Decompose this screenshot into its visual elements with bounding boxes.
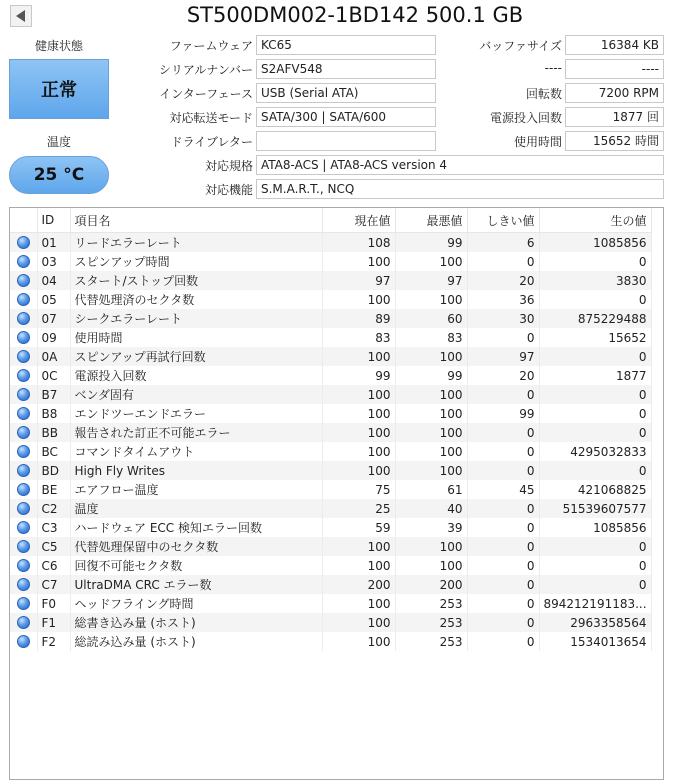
table-cell: 1085856 xyxy=(539,233,651,253)
table-cell: 100 xyxy=(322,461,395,480)
table-cell: 100 xyxy=(322,442,395,461)
info-field: 15652 時間 xyxy=(565,131,664,151)
column-header[interactable]: ID xyxy=(37,208,70,233)
table-cell: ハードウェア ECC 検知エラー回数 xyxy=(70,518,322,537)
table-cell: 100 xyxy=(395,252,467,271)
table-cell: 0 xyxy=(467,385,539,404)
table-cell: 09 xyxy=(37,328,70,347)
table-cell: 97 xyxy=(395,271,467,290)
info-field: KC65 xyxy=(256,35,436,55)
drive-title: ST500DM002-1BD142 500.1 GB xyxy=(186,3,524,27)
table-cell: 2963358564 xyxy=(539,613,651,632)
table-cell: 03 xyxy=(37,252,70,271)
table-cell: High Fly Writes xyxy=(70,461,322,480)
table-cell: 100 xyxy=(395,347,467,366)
table-cell: 0 xyxy=(467,499,539,518)
table-row[interactable] xyxy=(10,518,651,537)
table-cell: 100 xyxy=(322,290,395,309)
table-cell: 99 xyxy=(467,404,539,423)
health-status-button[interactable]: 正常 xyxy=(9,59,109,119)
table-cell: 0 xyxy=(467,252,539,271)
table-cell: ヘッドフライング時間 xyxy=(70,594,322,613)
status-dot-icon xyxy=(17,559,30,572)
table-row[interactable] xyxy=(10,404,651,423)
table-cell: 1877 xyxy=(539,366,651,385)
info-field: 16384 KB xyxy=(565,35,664,55)
table-row[interactable] xyxy=(10,385,651,404)
table-cell: 100 xyxy=(322,632,395,651)
table-cell: 100 xyxy=(322,252,395,271)
table-row[interactable] xyxy=(10,594,651,613)
table-cell: 総読み込み量 (ホスト) xyxy=(70,632,322,651)
table-cell: 875229488 xyxy=(539,309,651,328)
status-cell xyxy=(10,442,37,461)
info-field: 7200 RPM xyxy=(565,83,664,103)
status-cell xyxy=(10,252,37,271)
table-cell: 0 xyxy=(539,252,651,271)
table-cell: 0 xyxy=(539,556,651,575)
table-cell: BC xyxy=(37,442,70,461)
table-cell: 40 xyxy=(395,499,467,518)
status-dot-icon xyxy=(17,350,30,363)
table-row[interactable] xyxy=(10,290,651,309)
table-cell: 75 xyxy=(322,480,395,499)
status-cell xyxy=(10,309,37,328)
table-cell: 200 xyxy=(322,575,395,594)
status-cell xyxy=(10,594,37,613)
status-cell xyxy=(10,366,37,385)
smart-table-container[interactable] xyxy=(9,207,664,780)
status-dot-icon xyxy=(17,502,30,515)
table-cell: B8 xyxy=(37,404,70,423)
table-cell: 3830 xyxy=(539,271,651,290)
table-cell: 電源投入回数 xyxy=(70,366,322,385)
table-cell: 代替処理済のセクタ数 xyxy=(70,290,322,309)
table-cell: 108 xyxy=(322,233,395,253)
left-arrow-icon xyxy=(16,10,25,22)
info-label: インターフェース xyxy=(159,87,253,101)
status-dot-icon xyxy=(17,236,30,249)
table-cell: 99 xyxy=(322,366,395,385)
table-cell: 使用時間 xyxy=(70,328,322,347)
table-cell: 0 xyxy=(467,461,539,480)
status-dot-icon xyxy=(17,540,30,553)
info-label: ドライブレター xyxy=(170,135,253,149)
table-cell: 0C xyxy=(37,366,70,385)
table-cell: C3 xyxy=(37,518,70,537)
info-label: 対応転送モード xyxy=(169,111,253,125)
table-cell: 0A xyxy=(37,347,70,366)
column-header[interactable]: 現在値 xyxy=(322,208,395,233)
table-cell: 100 xyxy=(322,594,395,613)
table-cell: BB xyxy=(37,423,70,442)
table-cell: 100 xyxy=(395,461,467,480)
table-cell: F1 xyxy=(37,613,70,632)
table-cell: 100 xyxy=(395,423,467,442)
table-row[interactable] xyxy=(10,423,651,442)
table-cell: C5 xyxy=(37,537,70,556)
table-cell: 253 xyxy=(395,632,467,651)
info-field xyxy=(256,131,436,151)
info-label: 電源投入回数 xyxy=(489,111,562,125)
table-cell: 0 xyxy=(539,385,651,404)
table-cell: ベンダ固有 xyxy=(70,385,322,404)
table-row[interactable] xyxy=(10,575,651,594)
table-cell: 報告された訂正不可能エラー xyxy=(70,423,322,442)
status-dot-icon xyxy=(17,464,30,477)
status-cell xyxy=(10,328,37,347)
table-cell: 100 xyxy=(395,290,467,309)
column-header[interactable]: 生の値 xyxy=(539,208,651,233)
status-cell xyxy=(10,271,37,290)
table-cell: シークエラーレート xyxy=(70,309,322,328)
status-cell xyxy=(10,423,37,442)
table-cell: 0 xyxy=(467,556,539,575)
column-header[interactable]: 項目名 xyxy=(70,208,322,233)
status-dot-icon xyxy=(17,616,30,629)
table-row[interactable] xyxy=(10,309,651,328)
status-cell xyxy=(10,347,37,366)
table-row[interactable] xyxy=(10,347,651,366)
table-cell: 0 xyxy=(539,290,651,309)
table-cell: コマンドタイムアウト xyxy=(70,442,322,461)
table-cell: スピンアップ再試行回数 xyxy=(70,347,322,366)
table-row[interactable] xyxy=(10,442,651,461)
table-cell: 100 xyxy=(322,613,395,632)
table-cell: 25 xyxy=(322,499,395,518)
table-cell: 253 xyxy=(395,613,467,632)
table-cell: 39 xyxy=(395,518,467,537)
status-cell xyxy=(10,613,37,632)
table-cell: 4295032833 xyxy=(539,442,651,461)
table-cell: エンドツーエンドエラー xyxy=(70,404,322,423)
status-cell xyxy=(10,461,37,480)
info-field: USB (Serial ATA) xyxy=(256,83,436,103)
status-cell xyxy=(10,290,37,309)
table-cell: F2 xyxy=(37,632,70,651)
table-cell: 01 xyxy=(37,233,70,253)
status-dot-icon xyxy=(17,255,30,268)
status-cell xyxy=(10,404,37,423)
table-row[interactable] xyxy=(10,271,651,290)
table-cell: 0 xyxy=(539,537,651,556)
table-row[interactable] xyxy=(10,461,651,480)
status-cell xyxy=(10,556,37,575)
table-cell: 894212191183... xyxy=(539,594,651,613)
features-label: 対応機能 xyxy=(204,183,253,197)
table-cell: スピンアップ時間 xyxy=(70,252,322,271)
table-cell: 0 xyxy=(539,404,651,423)
status-dot-icon xyxy=(17,597,30,610)
table-cell: 100 xyxy=(322,537,395,556)
info-field: ---- xyxy=(565,59,664,79)
table-cell: 0 xyxy=(539,575,651,594)
status-dot-icon xyxy=(17,388,30,401)
table-cell: 1534013654 xyxy=(539,632,651,651)
table-cell: 0 xyxy=(467,613,539,632)
table-cell: 0 xyxy=(467,518,539,537)
table-cell: 0 xyxy=(539,347,651,366)
table-cell: F0 xyxy=(37,594,70,613)
status-cell xyxy=(10,632,37,651)
table-row[interactable] xyxy=(10,613,651,632)
status-cell xyxy=(10,233,37,253)
table-cell: 253 xyxy=(395,594,467,613)
status-dot-icon xyxy=(17,293,30,306)
table-cell: 61 xyxy=(395,480,467,499)
table-cell: UltraDMA CRC エラー数 xyxy=(70,575,322,594)
table-cell: 97 xyxy=(467,347,539,366)
table-row[interactable] xyxy=(10,537,651,556)
info-label: 使用時間 xyxy=(513,135,562,149)
info-label: シリアルナンバー xyxy=(158,63,253,77)
standard-field: ATA8-ACS | ATA8-ACS version 4 xyxy=(256,155,664,175)
column-header[interactable]: しきい値 xyxy=(467,208,539,233)
table-cell: 0 xyxy=(467,423,539,442)
table-cell: 99 xyxy=(395,233,467,253)
table-cell: 100 xyxy=(395,404,467,423)
table-cell: 20 xyxy=(467,366,539,385)
table-cell: BE xyxy=(37,480,70,499)
table-row[interactable] xyxy=(10,632,651,651)
table-cell: 100 xyxy=(395,385,467,404)
table-cell: 0 xyxy=(467,442,539,461)
status-dot-icon xyxy=(17,274,30,287)
status-dot-icon xyxy=(17,635,30,648)
table-cell: 99 xyxy=(395,366,467,385)
table-cell: 100 xyxy=(322,423,395,442)
status-dot-icon xyxy=(17,369,30,382)
table-cell: 60 xyxy=(395,309,467,328)
table-cell: 200 xyxy=(395,575,467,594)
table-cell: リードエラーレート xyxy=(70,233,322,253)
table-cell: 0 xyxy=(467,328,539,347)
table-row[interactable] xyxy=(10,252,651,271)
table-cell: 83 xyxy=(322,328,395,347)
table-cell: BD xyxy=(37,461,70,480)
table-cell: 100 xyxy=(322,556,395,575)
status-cell xyxy=(10,518,37,537)
table-cell: 100 xyxy=(322,385,395,404)
table-cell: 45 xyxy=(467,480,539,499)
status-dot-icon xyxy=(17,426,30,439)
table-cell: 0 xyxy=(467,575,539,594)
table-cell: 421068825 xyxy=(539,480,651,499)
table-row[interactable] xyxy=(10,556,651,575)
column-header[interactable]: 最悪値 xyxy=(395,208,467,233)
table-cell: 30 xyxy=(467,309,539,328)
table-cell: B7 xyxy=(37,385,70,404)
status-dot-icon xyxy=(17,521,30,534)
table-cell: 1085856 xyxy=(539,518,651,537)
smart-table xyxy=(10,208,652,651)
status-cell xyxy=(10,537,37,556)
info-label: ファームウェア xyxy=(169,39,253,53)
status-dot-icon xyxy=(17,331,30,344)
status-cell xyxy=(10,385,37,404)
table-cell: 100 xyxy=(395,556,467,575)
back-button[interactable] xyxy=(10,5,32,27)
table-row[interactable] xyxy=(10,366,651,385)
table-cell: 0 xyxy=(539,423,651,442)
table-cell: 51539607577 xyxy=(539,499,651,518)
table-row[interactable] xyxy=(10,328,651,347)
health-label: 健康状態 xyxy=(34,39,83,53)
table-cell: 83 xyxy=(395,328,467,347)
table-cell: C6 xyxy=(37,556,70,575)
table-cell: 100 xyxy=(322,347,395,366)
table-cell: 100 xyxy=(395,537,467,556)
table-cell: 07 xyxy=(37,309,70,328)
status-cell xyxy=(10,575,37,594)
table-cell: 100 xyxy=(322,404,395,423)
table-cell: 6 xyxy=(467,233,539,253)
status-dot-icon xyxy=(17,483,30,496)
table-cell: 20 xyxy=(467,271,539,290)
table-cell: 0 xyxy=(467,537,539,556)
table-cell: 15652 xyxy=(539,328,651,347)
info-label: ---- xyxy=(544,61,562,75)
table-cell: 総書き込み量 (ホスト) xyxy=(70,613,322,632)
table-cell: C2 xyxy=(37,499,70,518)
info-field: S2AFV548 xyxy=(256,59,436,79)
table-cell: 回復不可能セクタ数 xyxy=(70,556,322,575)
temperature-label: 温度 xyxy=(46,135,71,149)
table-row[interactable] xyxy=(10,233,651,253)
table-cell: 05 xyxy=(37,290,70,309)
info-label: 回転数 xyxy=(525,87,562,101)
temperature-button[interactable]: 25 °C xyxy=(9,156,109,194)
info-label: バッファサイズ xyxy=(479,39,562,53)
table-cell: C7 xyxy=(37,575,70,594)
info-field: 1877 回 xyxy=(565,107,664,127)
table-cell: 100 xyxy=(395,442,467,461)
info-field: SATA/300 | SATA/600 xyxy=(256,107,436,127)
status-dot-icon xyxy=(17,445,30,458)
table-cell: 温度 xyxy=(70,499,322,518)
status-cell xyxy=(10,499,37,518)
table-cell: 59 xyxy=(322,518,395,537)
status-dot-icon xyxy=(17,407,30,420)
table-cell: エアフロー温度 xyxy=(70,480,322,499)
status-dot-icon xyxy=(17,312,30,325)
table-cell: 0 xyxy=(467,632,539,651)
table-header-row xyxy=(10,208,651,233)
table-cell: 89 xyxy=(322,309,395,328)
table-row[interactable] xyxy=(10,499,651,518)
table-cell: 代替処理保留中のセクタ数 xyxy=(70,537,322,556)
column-header[interactable] xyxy=(10,208,37,233)
table-row[interactable] xyxy=(10,480,651,499)
status-cell xyxy=(10,480,37,499)
table-cell: 0 xyxy=(539,461,651,480)
standard-label: 対応規格 xyxy=(204,159,253,173)
table-cell: 97 xyxy=(322,271,395,290)
table-cell: 04 xyxy=(37,271,70,290)
features-field: S.M.A.R.T., NCQ xyxy=(256,179,664,199)
table-cell: 0 xyxy=(467,594,539,613)
status-dot-icon xyxy=(17,578,30,591)
table-cell: 36 xyxy=(467,290,539,309)
table-cell: スタート/ストップ回数 xyxy=(70,271,322,290)
